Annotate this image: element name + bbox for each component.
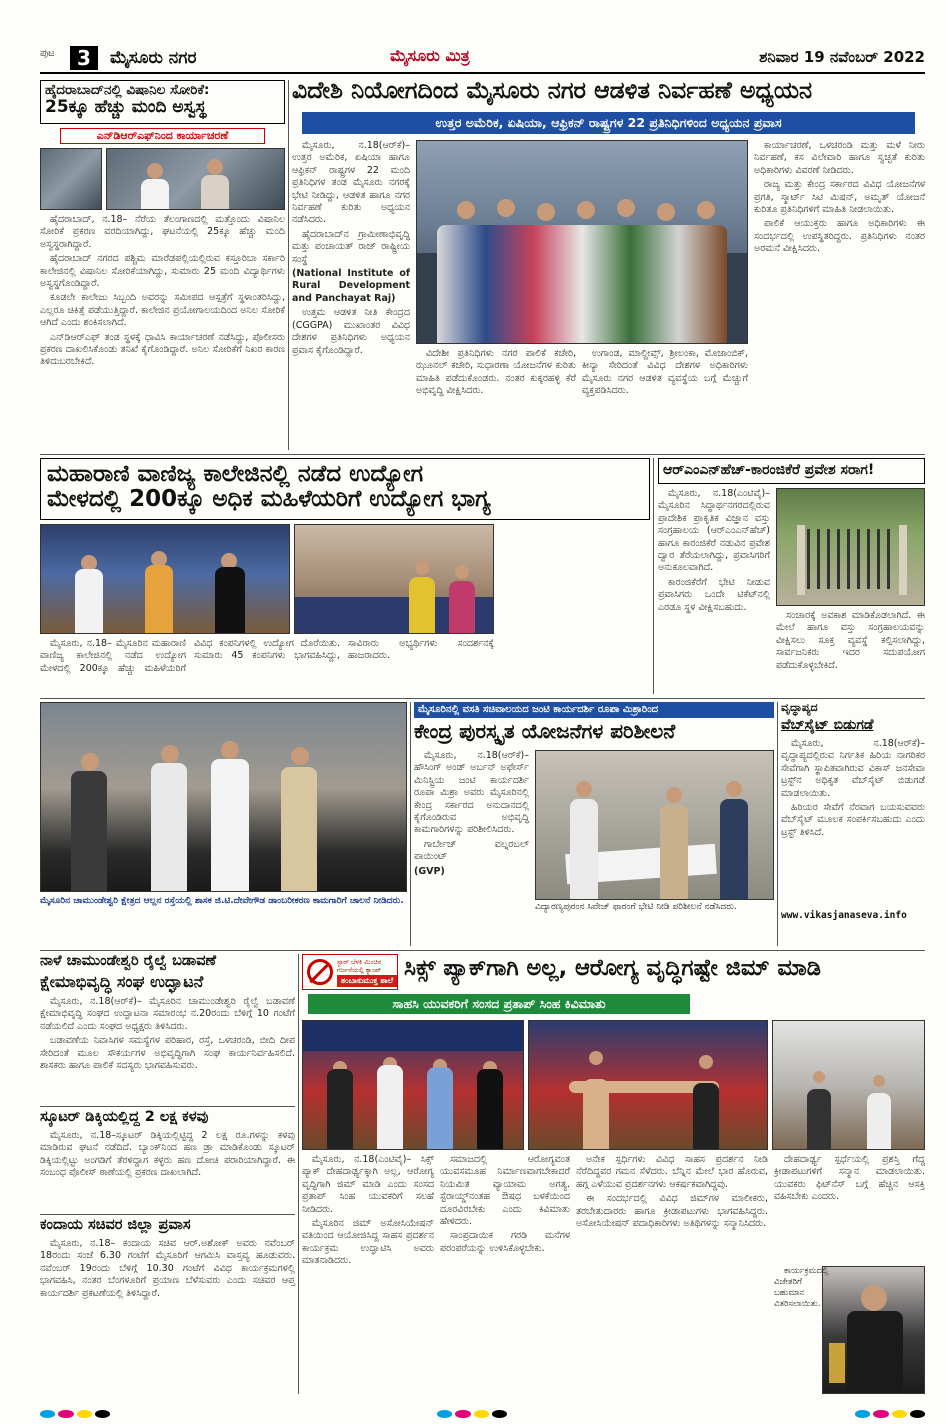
paper-name: ಮೈಸೂರು ಮಿತ್ರ	[390, 46, 470, 65]
foreign-body-col1: ಮೈಸೂರು, ನ.18(ಆರ್‌ಕೆ)– ಉತ್ತರ ಅಮೆರಿಕ, ಏಷಿಯಾ ಹಾಗೂ ಆಫ್ರಿಕನ್ ರಾಷ್ಟ್ರಗಳ 22 ಮಂದಿ ಪ್ರತಿನಿಧಿಗಳ ತಂಡ ಮೈಸೂರು ನಗರಕ್ಕೆ ಭೇಟಿ ನೀಡಿದ್ದು, ಆಡಳಿತ ಹಾಗೂ ನಗರ ನಿರ್ವಹಣೆ ಕುರಿತು ಅಧ್ಯಯನ ನಡೆಸಿದರು. ಹೈದರಾಬಾದ್‌ನ ಗ್ರಾಮೀಣಾಭಿವೃದ್ಧಿ ಮತ್ತು ಪಂಚಾಯತ್ ರಾಜ್ ರಾಷ್ಟ್ರೀಯ ಸಂಸ್ಥೆ (National Institute of Rural Development and Panchayat Raj) ಉತ್ತಮ ಆಡಳಿತ ನೀತಿ ಕೇಂದ್ರದ (CGGPA) ಮುಖಾಂತರ ವಿವಿಧ ದೇಶಗಳ ಪ್ರತಿನಿಧಿಗಳು ಅಧ್ಯಯನ ಪ್ರವಾಸ ಕೈಗೊಂಡಿದ್ದಾರೆ.	[292, 140, 410, 356]
website-kicker: ವೃದ್ಧಾಪ್ಯದ	[781, 701, 818, 714]
gym-hall-photo	[772, 1020, 925, 1150]
website-headline: ವೆಬ್‌ಸೈಟ್ ಬಿಡುಗಡೆ	[781, 717, 874, 733]
story-schemes	[414, 702, 774, 946]
gym-subhead: ಸಾಹಸಿ ಯುವಕರಿಗೆ ಸಂಸದ ಪ್ರತಾಪ್ ಸಿಂಹ ಕಿವಿಮಾತು	[308, 994, 690, 1014]
gym-body-col4: ದೇಹದಾರ್ಢ್ಯ ಸ್ಪರ್ಧೆಯಲ್ಲಿ ಪ್ರಶಸ್ತಿ ಗೆದ್ದ ಕ್ರೀಡಾಪಟುಗಳಿಗೆ ಸನ್ಮಾನ ಮಾಡಲಾಯಿತು. ಯುವಕರು ಫಿಟ್‌ನೆಸ್ ಬಗ್ಗೆ ಹೆಚ್ಚಿನ ಆಸಕ್ತಿ ವಹಿಸಬೇಕು ಎಂದರು.	[774, 1154, 925, 1203]
schemes-highlight: (GVP)	[414, 865, 445, 877]
kandaya-body: ಮೈಸೂರು, ನ.18– ಕಂದಾಯ ಸಚಿವ ಆರ್.ಅಶೋಕ್ ಅವರು ನವೆಂಬರ್ 18ರಂದು ಸಂಜೆ 6.30 ಗಂಟೆಗೆ ಮೈಸೂರಿಗೆ ಆಗಮಿಸಿ ವಾಸ್ತವ್ಯ ಹೂಡುವರು. ನವೆಂಬರ್ 19ರಂದು ಬೆಳಿಗ್ಗೆ 10.30 ಗಂಟೆಗೆ ವಿವಿಧ ಕಾರ್ಯಕ್ರಮಗಳಲ್ಲಿ ಭಾಗವಹಿಸಿ, ನಂತರ ಬೆಂಗಳೂರಿಗೆ ಪ್ರಯಾಣ ಬೆಳೆಸುವರು ಎಂದು ಸಚಿವರ ಆಪ್ತ ಕಾರ್ಯದರ್ಶಿ ಪ್ರಕಟಣೆಯಲ್ಲಿ ತಿಳಿಸಿದ್ದಾರೆ.	[40, 1238, 295, 1299]
story-jobfair	[40, 458, 650, 694]
print-registration-marks-center	[437, 1410, 507, 1418]
foreign-body-col2: ವಿದೇಶೀ ಪ್ರತಿನಿಧಿಗಳು ನಗರ ಪಾಲಿಕೆ ಕಚೇರಿ, ಝೂನಲ್ ಕಚೇರಿ, ಸುಧಾರಣಾ ಯೋಜನೆಗಳ ಕುರಿತು ಮಾಹಿತಿ ಪಡೆದುಕೊಂಡರು. ನಂತರ ಕುಕ್ಕರಹಳ್ಳಿ ಕೆರೆ ಅಭಿವೃದ್ಧಿ ವೀಕ್ಷಿಸಿದರು.	[416, 348, 576, 397]
gym-stage-photo	[302, 1020, 524, 1150]
page-number: 3	[70, 46, 98, 70]
story-website	[781, 702, 925, 946]
story-scooter	[40, 1110, 295, 1210]
rmnh-gate-photo	[776, 488, 925, 606]
jobfair-headline-box	[40, 458, 650, 520]
gym-body-col1: ಮೈಸೂರು, ನ.18(ಎಂಟಿವೈ)– ಸಿಕ್ಸ್ ಪ್ಯಾಕ್ ದೇಹದಾರ್ಢ್ಯಕ್ಕಾಗಿ ಅಲ್ಲ, ಆರೋಗ್ಯ ವೃದ್ಧಿಗಾಗಿ ಜಿಮ್ ಮಾಡಿ ಎಂದು ಸಂಸದ ಪ್ರತಾಪ್ ಸಿಂಹ ಯುವಕರಿಗೆ ಸಲಹೆ ನೀಡಿದರು. ಮೈಸೂರಿನ ಜಿಮ್ ಅಸೋಸಿಯೇಷನ್ ವತಿಯಿಂದ ಆಯೋಜಿಸಿದ್ದ ಸಾಹಸ ಪ್ರದರ್ಶನ ಕಾರ್ಯಕ್ರಮ ಉದ್ಘಾಟಿಸಿ ಅವರು ಮಾತನಾಡಿದರು.	[302, 1154, 434, 1267]
jobfair-headline-line2: ಮೇಳದಲ್ಲಿ 200ಕ್ಕೂ ಅಧಿಕ ಮಹಿಳೆಯರಿಗೆ ಉದ್ಯೋಗ ಭಾಗ್ಯ	[47, 486, 491, 513]
print-registration-marks-right	[855, 1410, 925, 1418]
kandaya-headline: ಕಂದಾಯ ಸಚಿವರ ಜಿಲ್ಲಾ ಪ್ರವಾಸ	[40, 1217, 191, 1233]
website-url: www.vikasjanaseva.info	[781, 910, 907, 921]
print-registration-marks-left	[40, 1410, 110, 1418]
railway-headline-line1: ನಾಳೆ ಚಾಮುಂಡೇಶ್ವರಿ ರೈಲ್ವೆ ಬಡಾವಣೆ	[40, 953, 217, 969]
hyderabad-body: ಹೈದರಾಬಾದ್, ನ.18– ನೆರೆಯ ತೆಲಂಗಾಣದಲ್ಲಿ ಮತ್ತೊಂದು ವಿಷಾನಿಲ ಸೋರಿಕೆ ಪ್ರಕರಣ ವರದಿಯಾಗಿದ್ದು, ಘಟನೆಯಲ್ಲಿ 25ಕ್ಕೂ ಹೆಚ್ಚು ಮಂದಿ ಅಸ್ವಸ್ಥರಾಗಿದ್ದಾರೆ. ಹೈದರಾಬಾದ್ ನಗರದ ಪಶ್ಚಿಮ ಮಾರೆಡಪಲ್ಲಿಯಲ್ಲಿರುವ ಕಸ್ತೂರಿಬಾ ಸರ್ಕಾರಿ ಕಾಲೇಜಿನಲ್ಲಿ ವಿಷಾನಿಲ ಸೋರಿಕೆಯಾಗಿದ್ದು, ಸುಮಾರು 25 ಮಂದಿ ವಿದ್ಯಾರ್ಥಿಗಳು ಅಸ್ವಸ್ಥಗೊಂಡಿದ್ದಾರೆ. ಕೂಡಲೇ ಕಾಲೇಜು ಸಿಬ್ಬಂದಿ ಅವರನ್ನು ಸಮೀಪದ ಆಸ್ಪತ್ರೆಗೆ ಸ್ಥಳಾಂತರಿಸಿದ್ದು, ಎಲ್ಲರೂ ಚಿಕಿತ್ಸೆ ಪಡೆಯುತ್ತಿದ್ದಾರೆ. ಕಾಲೇಜಿನ ಪ್ರಯೋಗಾಲಯದಿಂದ ಅನಿಲ ಸೋರಿಕೆ ಆಗಿದೆ ಎಂದು ಶಂಕಿಸಲಾಗಿದೆ. ಎನ್‌ಡಿಆರ್‌ಎಫ್ ತಂಡ ಸ್ಥಳಕ್ಕೆ ಧಾವಿಸಿ ಕಾರ್ಯಾಚರಣೆ ನಡೆಸಿದ್ದು, ಪೊಲೀಸರು ಪ್ರಕರಣ ದಾಖಲಿಸಿಕೊಂಡು ತನಿಖೆ ಕೈಗೊಂಡಿದ್ದಾರೆ. ಅನಿಲ ಸೋರಿಕೆಗೆ ನಿಖರ ಕಾರಣ ತಿಳಿದುಬರಬೇಕಿದೆ.	[40, 214, 285, 368]
schemes-inspection-photo	[535, 750, 774, 900]
schemes-headline: ಕೇಂದ್ರ ಪುರಸ್ಕೃತ ಯೋಜನೆಗಳ ಪರಿಶೀಲನೆ	[414, 719, 676, 743]
scooter-body: ಮೈಸೂರು, ನ.18–ಸ್ಕೂಟರ್ ಡಿಕ್ಕಿಯಲ್ಲಿಟ್ಟಿದ್ದ 2 ಲಕ್ಷ ರೂ.ಗಳನ್ನು ಕಳವು ಮಾಡಿರುವ ಘಟನೆ ನಡೆದಿದೆ. ಬ್ಯಾಂಕ್‌ನಿಂದ ಹಣ ಡ್ರಾ ಮಾಡಿಕೊಂಡು ಸ್ಕೂಟರ್ ಡಿಕ್ಕಿಯಲ್ಲಿಟ್ಟು ಅಂಗಡಿಗೆ ತೆರಳಿದ್ದಾಗ ಕಳ್ಳರು ಹಣ ದೋಚಿ ಪರಾರಿಯಾಗಿದ್ದಾರೆ. ಈ ಸಂಬಂಧ ಪೊಲೀಸ್ ಠಾಣೆಯಲ್ಲಿ ಪ್ರಕರಣ ದಾಖಲಾಗಿದೆ.	[40, 1130, 295, 1179]
schemes-kicker: ಮೈಸೂರಿನಲ್ಲಿ ವಸತಿ ಸಚಿವಾಲಯದ ಜಂಟಿ ಕಾರ್ಯದರ್ಶಿ ರೂಪಾ ಮಿಶ್ರಾರಿಂದ	[414, 702, 774, 718]
gym-body-col5: ಕಾರ್ಯಕ್ರಮದಲ್ಲಿ ವಿಜೇತರಿಗೆ ಬಹುಮಾನ ವಿತರಿಸಲಾಯಿತು.	[774, 1266, 829, 1309]
roads-photo	[40, 702, 407, 892]
schemes-caption: ವಿದ್ಯಾರಣ್ಯಪುರಂನ ಸಿವೇಜ್ ಫಾರಂಗೆ ಭೇಟಿ ನೀಡಿ ಪರಿಶೀಲನೆ ನಡೆಸಿದರು.	[535, 902, 737, 912]
story-kandaya	[40, 1218, 295, 1394]
story-roads	[40, 702, 407, 946]
story-railway	[40, 954, 295, 1104]
hyderabad-photo-2	[106, 148, 285, 210]
page-label: ಪುಟ	[40, 48, 55, 59]
rmnh-body-col2: ಸಂಚಾರಕ್ಕೆ ಅವಕಾಶ ಮಾಡಿಕೊಡಲಾಗಿದೆ. ಈ ಮೇಲೆ ಹಾಗೂ ವಸ್ತು ಸಂಗ್ರಹಾಲಯವನ್ನು ವೀಕ್ಷಿಸಲು ಸೂಕ್ತ ವ್ಯವಸ್ಥೆ ಕಲ್ಪಿಸಲಾಗಿದ್ದು, ಸಾರ್ವಜನಿಕರು ಇದರ ಸದುಪಯೋಗ ಪಡೆದುಕೊಳ್ಳಬೇಕಿದೆ.	[776, 610, 925, 671]
hyderabad-subhead: ಎನ್‌ಡಿಆರ್‌ಎಫ್‌ನಿಂದ ಕಾರ್ಯಾಚರಣೆ	[60, 128, 265, 144]
foreign-delegation-photo	[416, 140, 748, 344]
schemes-body-col1: ಮೈಸೂರು, ನ.18(ಆರ್‌ಕೆ)– ಹೌಸಿಂಗ್ ಅಂಡ್ ಅರ್ಬನ್ ಅಫೇರ್ಸ್ ಮಿನಿಸ್ಟ್ರಿಯ ಜಂಟಿ ಕಾರ್ಯದರ್ಶಿ ರೂಪಾ ಮಿಶ್ರಾ ಅವರು ಮೈಸೂರಿನಲ್ಲಿ ಕೇಂದ್ರ ಸರ್ಕಾರದ ಅನುದಾನದಲ್ಲಿ ಕೈಗೊಂಡಿರುವ ಅಭಿವೃದ್ಧಿ ಕಾಮಗಾರಿಗಳನ್ನು ಪರಿಶೀಲಿಸಿದರು. ಗಾರ್ಬೇಜ್ ವಲ್ನರಬಲ್ ಪಾಯಿಂಟ್ (GVP)	[414, 750, 529, 877]
jobfair-body: ಮೈಸೂರು, ನ.18– ಮೈಸೂರಿನ ಮಹಾರಾಣಿ ವಾಣಿಜ್ಯ ಕಾಲೇಜಿನಲ್ಲಿ ನಡೆದ ಉದ್ಯೋಗ ಮೇಳದಲ್ಲಿ 200ಕ್ಕೂ ಹೆಚ್ಚು ಮಹಿಳೆಯರಿಗೆ ವಿವಿಧ ಕಂಪನಿಗಳಲ್ಲಿ ಉದ್ಯೋಗ ದೊರೆಯಿತು. ಸುಮಾರು 45 ಕಂಪನಿಗಳು ಭಾಗವಹಿಸಿದ್ದು, ಸಾವಿರಾರು ಅಭ್ಯರ್ಥಿಗಳು ಸಂದರ್ಶನಕ್ಕೆ ಹಾಜರಾದರು.	[40, 638, 494, 674]
jobfair-headline-line1: ಮಹಾರಾಣಿ ವಾಣಿಜ್ಯ ಕಾಲೇಜಿನಲ್ಲಿ ನಡೆದ ಉದ್ಯೋಗ	[47, 461, 424, 487]
hyderabad-headline-line1: ಹೈದರಾಬಾದ್‌ನಲ್ಲಿ ವಿಷಾನಿಲ ಸೋರಿಕೆ:	[45, 82, 210, 98]
hyderabad-headline-box	[40, 80, 285, 124]
story-rmnh	[658, 458, 925, 694]
rmnh-headline: ಆರ್‌ಎಂಎನ್‌ಹೆಚ್-ಕಾರಂಜಿಕೆರೆ ಪ್ರವೇಶ ಸರಾಗ!	[658, 458, 925, 484]
railway-headline-line2: ಕ್ಷೇಮಾಭಿವೃದ್ಧಿ ಸಂಘ ಉದ್ಘಾಟನೆ	[40, 972, 204, 991]
no-smoking-icon	[307, 959, 333, 985]
foreign-body-col4: ಕಾರ್ಯಾಚರಣೆ, ಒಳಚರಂಡಿ ಮತ್ತು ಮಳೆ ನೀರು ನಿರ್ವಹಣೆ, ಕಸ ವಿಲೇವಾರಿ ಹಾಗೂ ಸ್ವಚ್ಛತೆ ಕುರಿತು ಅಧಿಕಾರಿಗಳು ವಿವರಣೆ ನೀಡಿದರು. ರಾಜ್ಯ ಮತ್ತು ಕೇಂದ್ರ ಸರ್ಕಾರದ ವಿವಿಧ ಯೋಜನೆಗಳ ಪ್ರಗತಿ, ಸ್ಮಾರ್ಟ್ ಸಿಟಿ ಮಿಷನ್, ಅಮೃತ್ ಯೋಜನೆ ಕುರಿತೂ ಪ್ರತಿನಿಧಿಗಳಿಗೆ ಮಾಹಿತಿ ನೀಡಲಾಯಿತು. ಪಾಲಿಕೆ ಆಯುಕ್ತರು ಹಾಗೂ ಅಧಿಕಾರಿಗಳು ಈ ಸಂದರ್ಭದಲ್ಲಿ ಉಪಸ್ಥಿತರಿದ್ದರು. ಪ್ರತಿನಿಧಿಗಳು ನಂತರ ಅರಮನೆ ವೀಕ್ಷಿಸಿದರು.	[754, 140, 925, 255]
gym-headline: ಸಿಕ್ಸ್ ಪ್ಯಾಕ್‌ಗಾಗಿ ಅಲ್ಲ, ಆರೋಗ್ಯ ವೃದ್ಧಿಗಷ್ಟೇ ಜಿಮ್ ಮಾಡಿ	[404, 955, 821, 981]
jobfair-hall-photo	[294, 524, 494, 634]
section-name: ಮೈಸೂರು ನಗರ	[110, 48, 197, 68]
foreign-subhead: ಉತ್ತರ ಅಮೆರಿಕ, ಏಷಿಯಾ, ಆಫ್ರಿಕನ್ ರಾಷ್ಟ್ರಗಳ 22 ಪ್ರತಿನಿಧಿಗಳಿಂದ ಅಧ್ಯಯನ ಪ್ರವಾಸ	[302, 112, 915, 134]
publication-date: ಶನಿವಾರ 19 ನವೆಂಬರ್ 2022	[759, 48, 925, 66]
gym-body-col3: ಅನೇಕ ಸ್ಪರ್ಧಿಗಳು ವಿವಿಧ ಸಾಹಸ ಪ್ರದರ್ಶನ ನೀಡಿ ನೆರೆದಿದ್ದವರ ಗಮನ ಸೆಳೆದರು. ಬೆನ್ನಿನ ಮೇಲೆ ಭಾರ ಹೊರುವ, ಹಗ್ಗ ಎಳೆಯುವ ಪ್ರದರ್ಶನಗಳು ಆಕರ್ಷಕವಾಗಿದ್ದವು. ಈ ಸಂದರ್ಭದಲ್ಲಿ ವಿವಿಧ ಜಿಮ್‌ಗಳ ಮಾಲೀಕರು, ತರಬೇತುದಾರರು ಹಾಗೂ ಕ್ರೀಡಾಪಟುಗಳು ಭಾಗವಹಿಸಿದ್ದರು. ಅಸೋಸಿಯೇಷನ್ ಪದಾಧಿಕಾರಿಗಳು ಅತಿಥಿಗಳನ್ನು ಸನ್ಮಾನಿಸಿದರು.	[576, 1154, 768, 1230]
gym-performance-photo	[528, 1020, 768, 1150]
gym-badge	[302, 954, 398, 990]
roads-caption: ಮೈಸೂರಿನ ಚಾಮುಂಡೇಶ್ವರಿ ಕ್ಷೇತ್ರದ ಆಲ್ಲನ ರಸ್ತೆಯಲ್ಲಿ ಶಾಸಕ ಜಿ.ಟಿ.ದೇವೇಗೌಡ ಡಾಂಬರೀಕರಣ ಕಾಮಗಾರಿಗೆ ಚಾಲನೆ ನೀಡಿದರು.	[40, 896, 404, 906]
gym-winner-photo	[822, 1266, 925, 1394]
hyderabad-headline-line2: 25ಕ್ಕೂ ಹೆಚ್ಚು ಮಂದಿ ಅಸ್ವಸ್ಥ	[45, 96, 207, 117]
foreign-highlight: (National Institute of Rural Development and Panchayat Raj)	[292, 268, 410, 304]
hyderabad-photo	[40, 148, 102, 210]
railway-body: ಮೈಸೂರು, ನ.18(ಆರ್‌ಕೆ)– ಮೈಸೂರಿನ ಚಾಮುಂಡೇಶ್ವರಿ ರೈಲ್ವೆ ಬಡಾವಣೆ ಕ್ಷೇಮಾಭಿವೃದ್ಧಿ ಸಂಘದ ಉದ್ಘಾಟನಾ ಸಮಾರಂಭ ನ.20ರಂದು ಬೆಳಿಗ್ಗೆ 10 ಗಂಟೆಗೆ ನಡೆಯಲಿದೆ ಎಂದು ಸಂಘದ ಅಧ್ಯಕ್ಷರು ತಿಳಿಸಿದರು. ಬಡಾವಣೆಯ ನಿವಾಸಿಗಳ ಸಮಸ್ಯೆಗಳ ಪರಿಹಾರ, ರಸ್ತೆ, ಒಳಚರಂಡಿ, ಬೀದಿ ದೀಪ ಸೇರಿದಂತೆ ಮೂಲ ಸೌಕರ್ಯಗಳ ಅಭಿವೃದ್ಧಿಗಾಗಿ ಸಂಘ ಕಾರ್ಯನಿರ್ವಹಿಸಲಿದೆ. ಶಾಸಕರು ಹಾಗೂ ಪಾಲಿಕೆ ಸದಸ್ಯರು ಭಾಗವಹಿಸುವರು.	[40, 996, 295, 1072]
foreign-body-col3: ಉಗಾಂಡ, ಮಾಲ್ದೀವ್ಸ್, ಶ್ರೀಲಂಕಾ, ಮೊಜಾಂಬಿಕ್, ಕೀನ್ಯಾ ಸೇರಿದಂತೆ ವಿವಿಧ ದೇಶಗಳ ಅಧಿಕಾರಿಗಳು ಮೈಸೂರು ನಗರ ಆಡಳಿತ ವ್ಯವಸ್ಥೆಯ ಬಗ್ಗೆ ಮೆಚ್ಚುಗೆ ವ್ಯಕ್ತಪಡಿಸಿದರು.	[582, 348, 748, 397]
story-foreign-delegation	[292, 78, 925, 450]
foreign-headline: ವಿದೇಶಿ ನಿಯೋಗದಿಂದ ಮೈಸೂರು ನಗರ ಆಡಳಿತ ನಿರ್ವಹಣೆ ಅಧ್ಯಯನ	[292, 76, 813, 104]
gym-badge-line1: ಸ್ಟಾರ್ ಬೆಳಕಿ ಮಿಂಚಿನ ಗರ್ಜನೆಯಲ್ಲಿ ಕ್ಯಾಂಪ್	[337, 958, 382, 974]
scooter-headline: ಸ್ಕೂಟರ್ ಡಿಕ್ಕಿಯಲ್ಲಿದ್ದ 2 ಲಕ್ಷ ಕಳವು	[40, 1109, 209, 1125]
jobfair-stage-photo	[40, 524, 290, 634]
gym-badge-line2: ತಂಬಾಕುಮುಕ್ತ ಶಾಲೆ	[337, 975, 397, 987]
story-hyderabad	[40, 80, 285, 450]
gym-body-col2: ಸಮಾಜದಲ್ಲಿ ಆರೋಗ್ಯವಂತ ಯುವಸಮೂಹ ನಿರ್ಮಾಣವಾಗಬೇಕಾದರೆ ನಿಯಮಿತ ವ್ಯಾಯಾಮ ಅಗತ್ಯ. ಸ್ಟೆರಾಯ್ಡ್‌ನಂತಹ ಔಷಧ ಬಳಕೆಯಿಂದ ದೂರವಿರಬೇಕು ಎಂದು ಕಿವಿಮಾತು ಹೇಳಿದರು. ಸಾಂಪ್ರದಾಯಿಕ ಗರಡಿ ಮನೆಗಳ ಪರಂಪರೆಯನ್ನು ಉಳಿಸಿಕೊಳ್ಳಬೇಕು.	[440, 1154, 570, 1254]
website-body: ಮೈಸೂರು, ನ.18(ಆರ್‌ಕೆ)– ವೃದ್ಧಾಪ್ಯದಲ್ಲಿರುವ ನಿರ್ಗತಿಕ ಹಿರಿಯ ನಾಗರಿಕರ ಸೇವೆಗಾಗಿ ಸ್ಥಾಪಿತವಾಗಿರುವ ವಿಕಾಸ್ ಜನಸೇವಾ ಟ್ರಸ್ಟ್‌ನ ಅಧಿಕೃತ ವೆಬ್‌ಸೈಟ್ ಬಿಡುಗಡೆ ಮಾಡಲಾಯಿತು. ಹಿರಿಯರ ಸೇವೆಗೆ ನೆರವಾಗ ಬಯಸುವವರು ವೆಬ್‌ಸೈಟ್ ಮೂಲಕ ಸಂಪರ್ಕಿಸಬಹುದು ಎಂದು ಟ್ರಸ್ಟ್ ತಿಳಿಸಿದೆ.	[781, 738, 925, 838]
story-gym	[302, 954, 925, 1394]
rmnh-body-col1: ಮೈಸೂರು, ನ.18(ಎಂಟಿವೈ)– ಮೈಸೂರಿನ ಸಿದ್ಧಾರ್ಥನಗರದಲ್ಲಿರುವ ಪ್ರಾದೇಶಿಕ ಪ್ರಾಕೃತಿಕ ವಿಜ್ಞಾನ ವಸ್ತು ಸಂಗ್ರಹಾಲಯ (ಆರ್‌ಎಂಎನ್‌ಹೆಚ್) ಹಾಗೂ ಕಾರಂಜಿಕೆರೆ ನಡುವಿನ ಪ್ರವೇಶ ದ್ವಾರ ತೆರೆಯಲಾಗಿದ್ದು, ಪ್ರವಾಸಿಗರಿಗೆ ಅನುಕೂಲವಾಗಿದೆ. ಕಾರಂಜಿಕೆರೆಗೆ ಭೇಟಿ ನೀಡುವ ಪ್ರವಾಸಿಗರು ಒಂದೇ ಟಿಕೆಟ್‌ನಲ್ಲಿ ಎರಡೂ ಸ್ಥಳ ವೀಕ್ಷಿಸಬಹುದು.	[658, 488, 770, 613]
masthead	[40, 46, 925, 74]
